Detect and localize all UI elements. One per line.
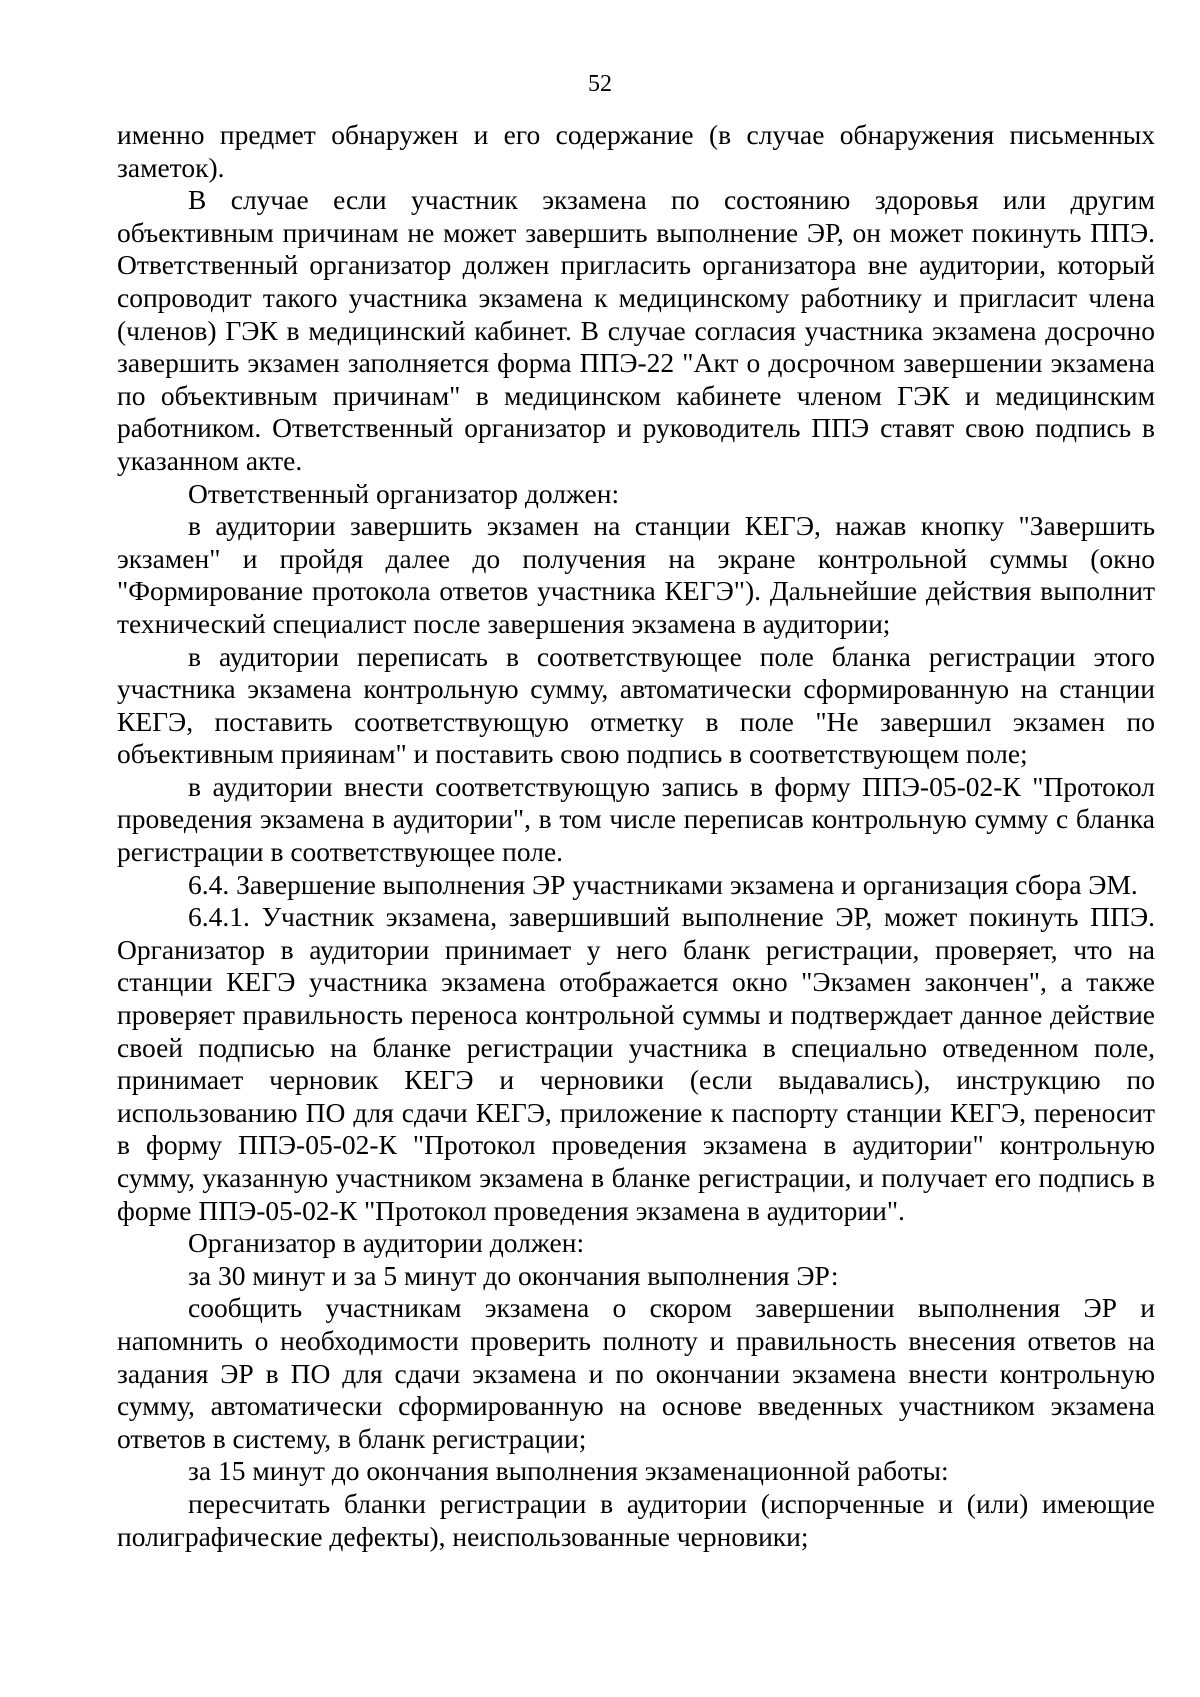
paragraph: за 30 минут и за 5 минут до окончания выполнения ЭР: — [188, 1259, 839, 1291]
paragraph: в аудитории переписать в соответствующее поле бланка регистрации этого участника экзамена контрольную сумму, автоматически сформированную на станции КЕГЭ, поставить соответствующую отметку в поле "Не завершил экзамен по объективным прияинам" и поставить свою подпись в соответствующем поле; — [117, 640, 1155, 770]
paragraph: за 15 минут до окончания выполнения экзаменационной работы: — [188, 1455, 949, 1487]
paragraph: Организатор в аудитории должен: — [188, 1227, 585, 1259]
paragraph: Ответственный организатор должен: — [188, 477, 620, 509]
paragraph: сообщить участникам экзамена о скором завершении выполнения ЭР и напомнить о необходимости проверить полноту и правильность внесения ответов на задания ЭР в ПО для сдачи экзамена и по окончании экзамена внести контрольную сумму, автоматически сформированную на основе введенных участником экзамена ответов в систему, в бланк регистрации; — [117, 1292, 1155, 1454]
paragraph: именно предмет обнаружен и его содержание (в случае обнаружения письменных заметок). — [117, 119, 1155, 183]
paragraph: в аудитории внести соответствующую запись в форму ППЭ-05-02-К "Протокол проведения экзамена в аудитории", в том числе переписав контрольную сумму с бланка регистрации в соответствующее поле. — [117, 770, 1155, 868]
page-number: 52 — [588, 71, 612, 97]
paragraph: в аудитории завершить экзамен на станции КЕГЭ, нажав кнопку "Завершить экзамен" и пройдя далее до получения на экране контрольной суммы (окно "Формирование протокола ответов участника КЕГЭ"). Дальнейшие действия выполнит технический специалист после завершения экзамена в аудитории; — [117, 510, 1155, 639]
paragraph: В случае если участник экзамена по состоянию здоровья или другим объективным причинам не может завершить выполнение ЭР, он может покинуть ППЭ. Ответственный организатор должен пригласить организатора вне аудитории, который сопроводит такого участника экзамена к медицинскому работнику и пригласит члена (членов) ГЭК в медицинский кабинет. В случае согласия участника экзамена досрочно завершить экзамен заполняется форма ППЭ-22 "Акт о досрочном завершении экзамена по объективным причинам" в медицинском кабинете членом ГЭК и медицинским работником. Ответственный организатор и руководитель ППЭ ставят свою подпись в указанном акте. — [117, 184, 1155, 476]
section-heading: 6.4. Завершение выполнения ЭР участниками экзамена и организация сбора ЭМ. — [188, 868, 1138, 900]
body-text — [117, 119, 1155, 1553]
paragraph: пересчитать бланки регистрации в аудитории (испорченные и (или) имеющие полиграфические дефекты), неиспользованные черновики; — [117, 1487, 1155, 1552]
paragraph: 6.4.1. Участник экзамена, завершивший выполнение ЭР, может покинуть ППЭ. Организатор в аудитории принимает у него бланк регистрации, проверяет, что на станции КЕГЭ участника экзамена отображается окно "Экзамен закончен", а также проверяет правильность переноса контрольной суммы и подтверждает данное действие своей подписью на бланке регистрации участника в специально отведенном поле, принимает черновик КЕГЭ и черновики (если выдавались), инструкцию по использованию ПО для сдачи КЕГЭ, приложение к паспорту станции КЕГЭ, переносит в форму ППЭ-05-02-К "Протокол проведения экзамена в аудитории" контрольную сумму, указанную участником экзамена в бланке регистрации, и получает его подпись в форме ППЭ-05-02-К "Протокол проведения экзамена в аудитории". — [117, 901, 1155, 1226]
